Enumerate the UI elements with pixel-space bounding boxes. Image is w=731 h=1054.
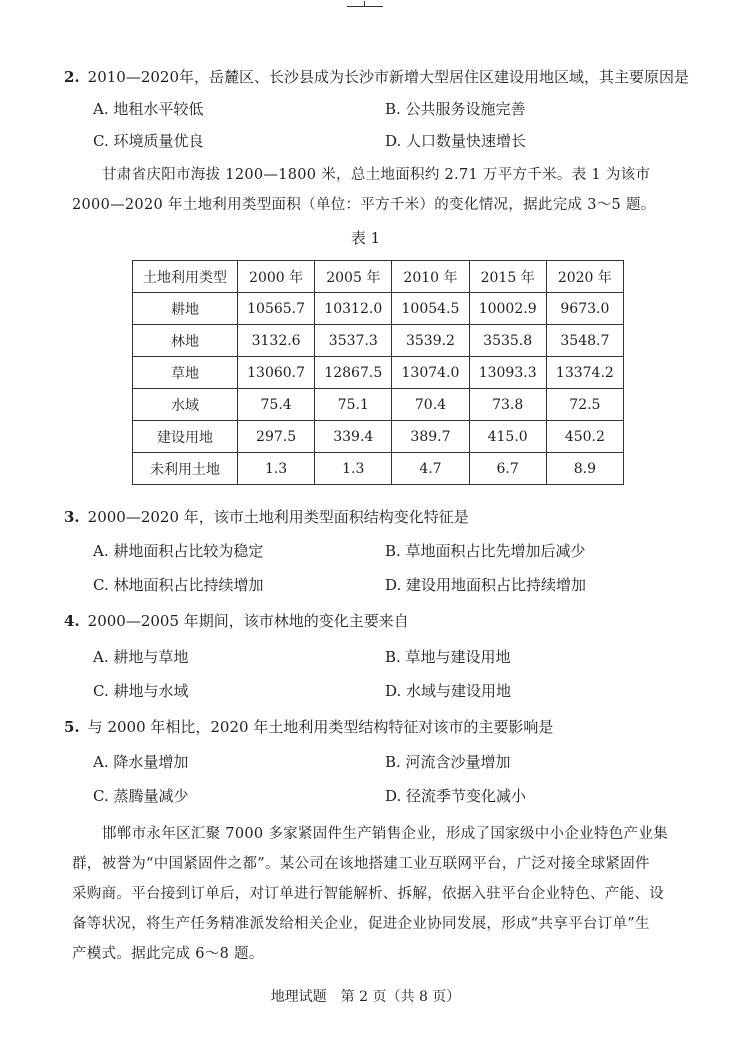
table-header-row — [133, 261, 624, 293]
table-cell: 1.3 — [238, 453, 315, 485]
table-cell: 415.0 — [469, 421, 546, 453]
intro-paragraph-1-line-2: 2000—2020 年土地利用类型面积（单位：平方千米）的变化情况，据此完成 3～5 题。 — [72, 197, 656, 213]
table-header-cell: 2020 年 — [546, 261, 623, 293]
table-row — [133, 293, 624, 325]
intro-paragraph-2-line-5: 产模式。据此完成 6～8 题。 — [72, 946, 264, 962]
q5-option-b: B. 河流含沙量增加 — [385, 753, 511, 771]
table-cell: 3539.2 — [392, 325, 469, 357]
table-cell: 13093.3 — [469, 357, 546, 389]
table-cell: 12867.5 — [315, 357, 392, 389]
table-cell: 8.9 — [546, 453, 623, 485]
q3-option-b: B. 草地面积占比先增加后减少 — [385, 542, 586, 560]
q4-option-b: B. 草地与建设用地 — [385, 648, 511, 666]
q4-option-c: C. 耕地与水域 — [93, 682, 189, 700]
table-cell: 建设用地 — [133, 421, 238, 453]
table-header-cell: 2010 年 — [392, 261, 469, 293]
table-cell: 13060.7 — [238, 357, 315, 389]
intro-paragraph-2-line-4: 备等状况，将生产任务精准派发给相关企业，促进企业协同发展，形成“共享平台订单”生 — [72, 916, 650, 932]
intro-paragraph-2-line-1: 邯郸市永年区汇聚 7000 多家紧固件生产销售企业，形成了国家级中小企业特色产业集 — [102, 826, 668, 842]
table-cell: 林地 — [133, 325, 238, 357]
table-cell: 未利用土地 — [133, 453, 238, 485]
table-cell: 10002.9 — [469, 293, 546, 325]
question-number: 4. — [64, 612, 80, 630]
table-cell: 13074.0 — [392, 357, 469, 389]
question-3 — [64, 506, 469, 527]
table-cell: 75.1 — [315, 389, 392, 421]
table-row — [133, 325, 624, 357]
question-number: 3. — [64, 508, 80, 526]
table-caption: 表 1 — [350, 229, 381, 247]
land-use-table — [132, 260, 624, 485]
q2-option-b: B. 公共服务设施完善 — [385, 100, 526, 118]
q3-option-a: A. 耕地面积占比较为稳定 — [93, 542, 264, 560]
table-cell: 草地 — [133, 357, 238, 389]
table-header-cell: 2000 年 — [238, 261, 315, 293]
q5-option-c: C. 蒸腾量减少 — [93, 787, 189, 805]
table-cell: 3132.6 — [238, 325, 315, 357]
table-header-cell: 土地利用类型 — [133, 261, 238, 293]
table-cell: 6.7 — [469, 453, 546, 485]
question-number: 2. — [64, 68, 80, 86]
header-mark — [347, 6, 383, 7]
question-4 — [64, 610, 409, 631]
q5-option-a: A. 降水量增加 — [93, 753, 189, 771]
table-cell: 70.4 — [392, 389, 469, 421]
question-5 — [64, 716, 553, 737]
table-cell: 297.5 — [238, 421, 315, 453]
table-cell: 339.4 — [315, 421, 392, 453]
table-cell: 3535.8 — [469, 325, 546, 357]
table-row — [133, 421, 624, 453]
table-cell: 13374.2 — [546, 357, 623, 389]
intro-paragraph-1-line-1: 甘肃省庆阳市海拔 1200—1800 米，总土地面积约 2.71 万平方千米。表 1 为该市 — [102, 167, 651, 183]
table-cell: 73.8 — [469, 389, 546, 421]
question-stem: 2000—2020 年，该市土地利用类型面积结构变化特征是 — [87, 508, 469, 526]
table-header-cell: 2015 年 — [469, 261, 546, 293]
question-stem: 2000—2005 年期间，该市林地的变化主要来自 — [87, 612, 409, 630]
table-cell: 耕地 — [133, 293, 238, 325]
table-header-cell: 2005 年 — [315, 261, 392, 293]
intro-paragraph-2-line-2: 群，被誉为“中国紧固件之都”。某公司在该地搭建工业互联网平台，广泛对接全球紧固件 — [72, 856, 650, 872]
table-cell: 389.7 — [392, 421, 469, 453]
page-footer: 地理试题 第 2 页（共 8 页） — [270, 989, 461, 1005]
table-cell: 72.5 — [546, 389, 623, 421]
question-number: 5. — [64, 718, 80, 736]
table-cell: 3537.3 — [315, 325, 392, 357]
table-cell: 1.3 — [315, 453, 392, 485]
question-2 — [64, 66, 689, 87]
question-stem: 2010—2020年，岳麓区、长沙县成为长沙市新增大型居住区建设用地区域，其主要原因是 — [87, 68, 690, 86]
table-cell: 9673.0 — [546, 293, 623, 325]
table-cell: 75.4 — [238, 389, 315, 421]
table-cell: 450.2 — [546, 421, 623, 453]
q4-option-a: A. 耕地与草地 — [93, 648, 189, 666]
q5-option-d: D. 径流季节变化减小 — [385, 787, 527, 805]
table-cell: 4.7 — [392, 453, 469, 485]
q2-option-d: D. 人口数量快速增长 — [385, 132, 527, 150]
table-row — [133, 389, 624, 421]
table-cell: 10565.7 — [238, 293, 315, 325]
q4-option-d: D. 水域与建设用地 — [385, 682, 512, 700]
table-cell: 10312.0 — [315, 293, 392, 325]
q3-option-c: C. 林地面积占比持续增加 — [93, 576, 264, 594]
table-cell: 10054.5 — [392, 293, 469, 325]
q3-option-d: D. 建设用地面积占比持续增加 — [385, 576, 587, 594]
table-cell: 3548.7 — [546, 325, 623, 357]
table-row — [133, 453, 624, 485]
q2-option-a: A. 地租水平较低 — [93, 100, 204, 118]
q2-option-c: C. 环境质量优良 — [93, 132, 204, 150]
table-cell: 水域 — [133, 389, 238, 421]
intro-paragraph-2-line-3: 采购商。平台接到订单后，对订单进行智能解析、拆解，依据入驻平台企业特色、产能、设 — [72, 886, 664, 902]
question-stem: 与 2000 年相比，2020 年土地利用类型结构特征对该市的主要影响是 — [87, 718, 554, 736]
table-row — [133, 357, 624, 389]
